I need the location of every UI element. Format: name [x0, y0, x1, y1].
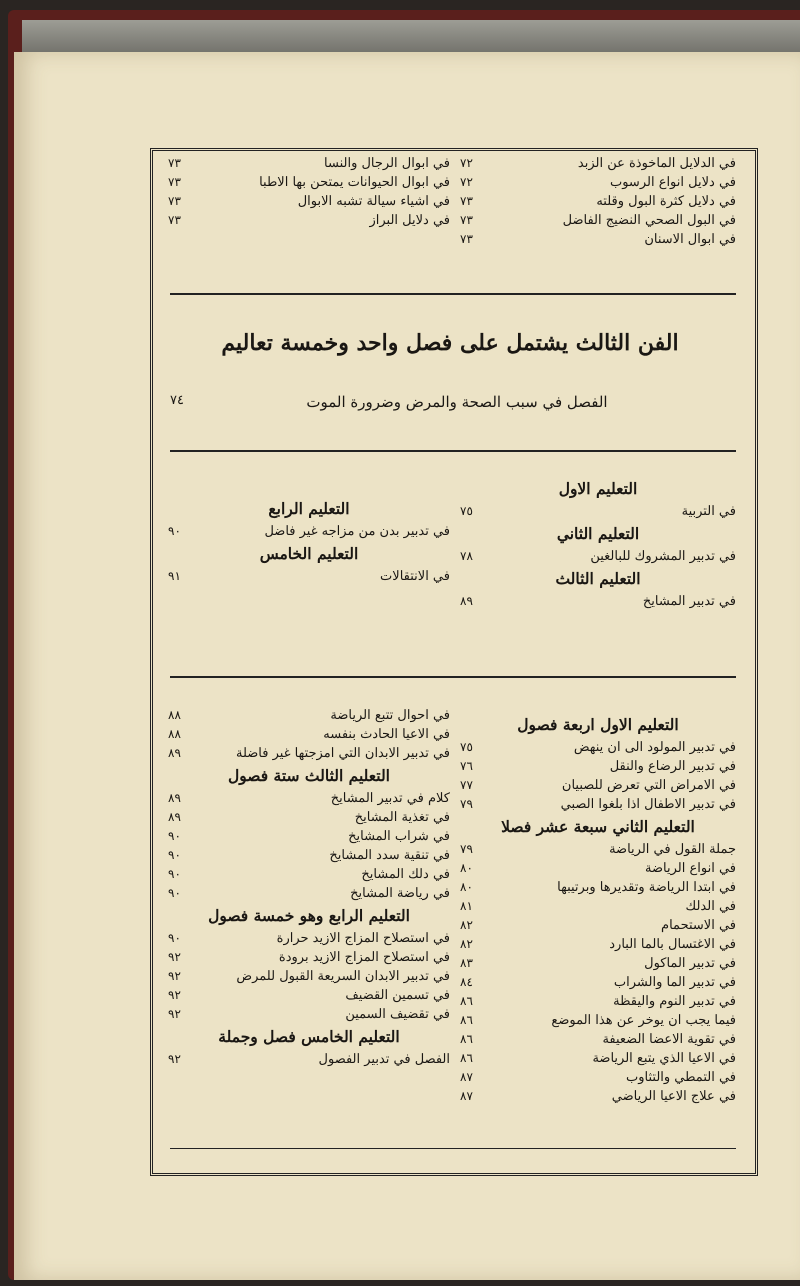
- bottom-rule: [170, 1148, 736, 1149]
- section-divider: [170, 676, 736, 678]
- toc-page-number: ٨٦: [460, 994, 473, 1008]
- toc-entry: [460, 776, 736, 795]
- section-heading: التعليم الثاني سبعة عشر فصلا: [501, 817, 695, 836]
- toc-entry-title: في تدبير الابدان السريعة القبول للمرض: [236, 969, 450, 984]
- toc-page-number: ٧٣: [460, 232, 473, 246]
- toc-entry-title: في الاستحمام: [661, 918, 736, 933]
- toc-entry: [168, 154, 450, 173]
- toc-entry-title: في ابوال الحيوانات يمتحن بها الاطبا: [259, 175, 450, 190]
- toc-page-number: ٨٩: [168, 791, 181, 805]
- toc-entry-title: في تدبير الابدان التي امزجتها غير فاضلة: [236, 746, 450, 761]
- toc-entry-title: في تغذية المشايخ: [354, 810, 450, 825]
- toc-entry-title: في اشياء سيالة تشبه الابوال: [297, 194, 450, 209]
- toc-entry: [168, 192, 450, 211]
- toc-page-number: ٧٧: [460, 778, 473, 792]
- toc-page-number: ٨١: [460, 899, 473, 913]
- toc-page-number: ٩٠: [168, 867, 181, 881]
- toc-entry: [460, 1030, 736, 1049]
- toc-page-number: ٧٣: [460, 213, 473, 227]
- toc-entry: [168, 948, 450, 967]
- toc-page-number: ٧٥: [460, 504, 473, 518]
- toc-entry: [460, 547, 736, 566]
- toc-entry: [460, 878, 736, 897]
- toc-page-number: ٩٢: [168, 1052, 181, 1066]
- toc-entry-title: في تدبير الاطفال اذا بلغوا الصبي: [560, 797, 736, 812]
- section-heading: التعليم الاول: [558, 479, 638, 498]
- toc-entry: [460, 1087, 736, 1106]
- toc-page-number: ٩٠: [168, 931, 181, 945]
- toc-entry: [168, 522, 450, 541]
- toc-entry-title: في تدبير النوم واليقظة: [613, 994, 736, 1009]
- toc-entry-title: في تدبير الماكول: [644, 956, 736, 971]
- toc-page-number: ٨٤: [460, 975, 473, 989]
- middle-right-column: [460, 476, 736, 611]
- section-heading: التعليم الرابع وهو خمسة فصول: [208, 906, 410, 925]
- toc-entry-title: في رياضة المشايخ: [350, 886, 450, 901]
- toc-entry-title: في الامراض التي تعرض للصبيان: [561, 778, 736, 793]
- toc-entry-title: في تدبير المشايخ: [642, 594, 736, 609]
- toc-entry-title: في ابتدا الرياضة وتقديرها وبرتيبها: [557, 880, 736, 895]
- toc-entry: [460, 1068, 736, 1087]
- toc-entry: [168, 884, 450, 903]
- fann-title: الفن الثالث يشتمل على فصل واحد وخمسة تعاليم: [221, 330, 679, 356]
- toc-page-number: ٨٧: [460, 1089, 473, 1103]
- toc-entry: [460, 916, 736, 935]
- toc-entry-title: في تدبير المشروك للبالغين: [590, 549, 736, 564]
- toc-entry-title: في التربية: [681, 504, 736, 519]
- toc-page-number: ٩٠: [168, 886, 181, 900]
- toc-entry-title: كلام في تدبير المشايخ: [330, 791, 450, 806]
- top-left-column: [168, 154, 450, 230]
- toc-page-number: ٨٨: [168, 727, 181, 741]
- toc-page-number: ٧٣: [168, 194, 181, 208]
- toc-page-number: ٧٣: [168, 175, 181, 189]
- top-right-column: [460, 154, 736, 249]
- toc-page-number: ٧٣: [168, 156, 181, 170]
- toc-entry-title: في احوال تتبع الرياضة: [330, 708, 450, 723]
- toc-entry: [168, 567, 450, 586]
- toc-entry-title: في تقوية الاعضا الضعيفة: [602, 1032, 736, 1047]
- toc-entry: [168, 725, 450, 744]
- toc-entry: [168, 865, 450, 884]
- toc-entry: [460, 502, 736, 521]
- toc-page-number: ٨٢: [460, 918, 473, 932]
- toc-entry-title: في انواع الرياضة: [645, 861, 736, 876]
- middle-left-column: [168, 496, 450, 586]
- toc-entry-title: في تقضيف السمين: [345, 1007, 450, 1022]
- toc-entry-title: في الانتقالات: [380, 569, 450, 584]
- toc-entry: [460, 935, 736, 954]
- toc-page-number: ٧٦: [460, 759, 473, 773]
- toc-page-number: ٨٩: [168, 746, 181, 760]
- toc-page-number: ٧٢: [460, 175, 473, 189]
- toc-page-number: ٨٢: [460, 937, 473, 951]
- toc-entry-title: في تدبير بدن من مزاجه غير فاضل: [264, 524, 450, 539]
- toc-page-number: ٧٩: [460, 797, 473, 811]
- toc-entry-title: في تدبير الرضاع والنقل: [609, 759, 736, 774]
- toc-entry: [168, 808, 450, 827]
- section-divider: [170, 450, 736, 452]
- toc-page-number: ٨٨: [168, 708, 181, 722]
- toc-page-number: ٩٠: [168, 829, 181, 843]
- toc-page-number: ٩٢: [168, 969, 181, 983]
- toc-entry: [168, 706, 450, 725]
- toc-entry-title: في شراب المشايخ: [348, 829, 450, 844]
- toc-entry: [168, 986, 450, 1005]
- toc-page-number: ٧٨: [460, 549, 473, 563]
- toc-page-number: ٧٣: [168, 213, 181, 227]
- toc-entry: [460, 154, 736, 173]
- toc-entry: [460, 1011, 736, 1030]
- toc-entry: [460, 992, 736, 1011]
- toc-page-number: ٧٩: [460, 842, 473, 856]
- toc-entry-title: في ابوال الرجال والنسا: [324, 156, 450, 171]
- toc-entry-title: في تسمين القضيف: [345, 988, 450, 1003]
- toc-entry-title: في تدبير المولود الى ان ينهض: [573, 740, 736, 755]
- toc-entry: [460, 230, 736, 249]
- section-heading: التعليم الخامس: [259, 544, 359, 563]
- section-divider: [170, 293, 736, 295]
- toc-entry: [460, 192, 736, 211]
- toc-entry: [168, 827, 450, 846]
- toc-page-number: ٨٦: [460, 1032, 473, 1046]
- toc-page-number: ٩١: [168, 569, 181, 583]
- section-heading: التعليم الخامس فصل وجملة: [218, 1027, 400, 1046]
- toc-entry-title: في الاعيا الذي يتبع الرياضة: [592, 1051, 736, 1066]
- toc-page-number: ٩٢: [168, 950, 181, 964]
- bottom-right-column: [460, 712, 736, 1106]
- fasl-entry: [170, 393, 730, 411]
- toc-entry-title: في الاعيا الحادث بنفسه: [323, 727, 450, 742]
- toc-page-number: ٨٩: [168, 810, 181, 824]
- toc-page-number: ٨٣: [460, 956, 473, 970]
- toc-entry: [460, 973, 736, 992]
- toc-entry: [168, 846, 450, 865]
- toc-entry: [168, 744, 450, 763]
- toc-entry: [460, 211, 736, 230]
- section-heading: التعليم الثالث: [555, 569, 641, 588]
- toc-entry-title: في البول الصحي النضيج الفاضل: [562, 213, 736, 228]
- toc-entry: [460, 738, 736, 757]
- toc-page-number: ٨٠: [460, 880, 473, 894]
- section-heading: التعليم الاول اربعة فصول: [517, 715, 679, 734]
- section-heading: التعليم الثاني: [556, 524, 640, 543]
- toc-entry-title: في الدلك: [685, 899, 736, 914]
- toc-entry-title: في الاغتسال بالما البارد: [609, 937, 736, 952]
- toc-page-number: ٨٠: [460, 861, 473, 875]
- toc-page-number: ٨٦: [460, 1051, 473, 1065]
- toc-entry: [460, 795, 736, 814]
- toc-entry: [460, 1049, 736, 1068]
- toc-page-number: ٧٣: [460, 194, 473, 208]
- toc-entry: [168, 1050, 450, 1069]
- toc-entry: [168, 211, 450, 230]
- toc-entry: [460, 757, 736, 776]
- toc-page-number: ٨٧: [460, 1070, 473, 1084]
- fasl-page: ٧٤: [170, 393, 184, 408]
- toc-entry-title: في ابوال الاسنان: [644, 232, 736, 247]
- toc-page-number: ٩٠: [168, 848, 181, 862]
- toc-page-number: ٨٦: [460, 1013, 473, 1027]
- section-heading: التعليم الثالث ستة فصول: [228, 766, 390, 785]
- toc-page-number: ٧٢: [460, 156, 473, 170]
- fasl-text: الفصل في سبب الصحة والمرض وضرورة الموت: [306, 393, 608, 411]
- toc-entry: [460, 840, 736, 859]
- toc-page-number: ٨٩: [460, 594, 473, 608]
- toc-entry: [460, 592, 736, 611]
- toc-entry-title: في دلايل انواع الرسوب: [609, 175, 736, 190]
- toc-entry: [460, 859, 736, 878]
- bottom-left-column: [168, 706, 450, 1069]
- toc-entry-title: فيما يجب ان يوخر عن هذا الموضع: [551, 1013, 736, 1028]
- toc-entry-title: في استصلاح المزاج الازيد حرارة: [276, 931, 450, 946]
- toc-page-number: ٩٢: [168, 1007, 181, 1021]
- toc-entry: [168, 173, 450, 192]
- toc-entry-title: في الدلايل الماخوذة عن الزبد: [577, 156, 736, 171]
- toc-entry: [460, 954, 736, 973]
- toc-entry: [460, 897, 736, 916]
- toc-entry: [168, 967, 450, 986]
- toc-page-number: ٩٠: [168, 524, 181, 538]
- toc-entry: [168, 1005, 450, 1024]
- toc-entry-title: جملة القول في الرياضة: [609, 842, 736, 857]
- toc-entry-title: في تدبير الما والشراب: [613, 975, 736, 990]
- section-heading: التعليم الرابع: [268, 499, 350, 518]
- toc-entry: [168, 789, 450, 808]
- toc-entry: [168, 929, 450, 948]
- toc-entry-title: في علاج الاعيا الرياضي: [611, 1089, 736, 1104]
- toc-entry-title: في دلك المشايخ: [361, 867, 450, 882]
- toc-entry-title: في دلايل البراز: [369, 213, 450, 228]
- toc-entry: [460, 173, 736, 192]
- toc-entry-title: في دلايل كثرة البول وقلته: [596, 194, 736, 209]
- toc-entry-title: في استصلاح المزاج الازيد برودة: [278, 950, 450, 965]
- toc-entry-title: في تنقية سدد المشايخ: [329, 848, 450, 863]
- toc-page-number: ٩٢: [168, 988, 181, 1002]
- toc-entry-title: في التمطي والتثاوب: [626, 1070, 736, 1085]
- toc-entry-title: الفصل في تدبير الفصول: [318, 1052, 450, 1067]
- toc-page-number: ٧٥: [460, 740, 473, 754]
